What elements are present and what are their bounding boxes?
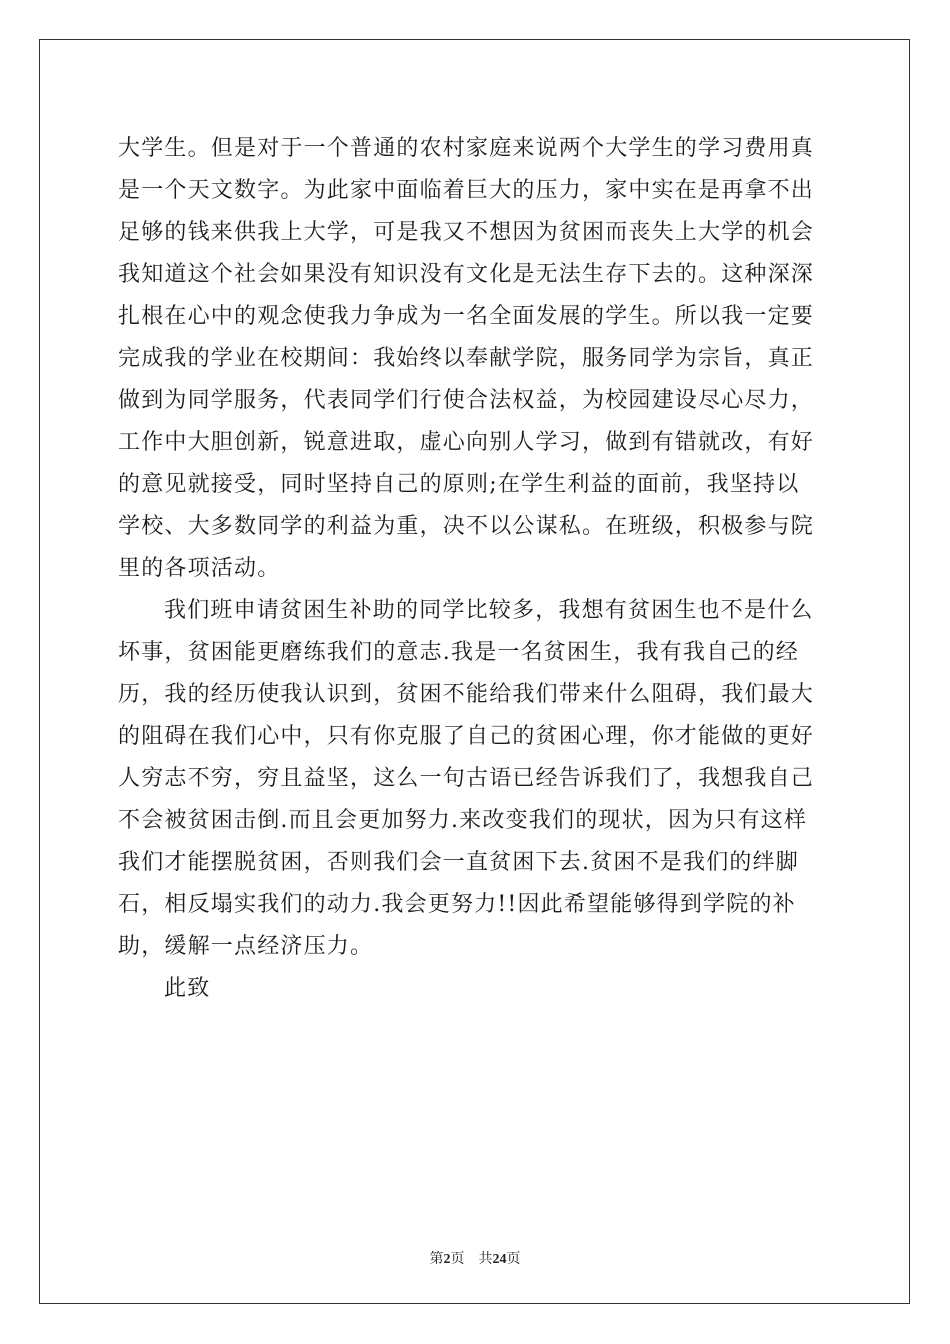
page-number: 2 <box>443 1252 451 1267</box>
text-line: 的阻碍在我们心中，只有你克服了自己的贫困心理，你才能做的更好 <box>118 724 815 749</box>
text-line: 坏事，贫困能更磨练我们的意志.我是一名贫困生，我有我自己的经 <box>118 640 799 665</box>
text-line: 是一个天文数字。为此家中面临着巨大的压力，家中实在是再拿不出 <box>118 178 815 203</box>
text-line: 我知道这个社会如果没有知识没有文化是无法生存下去的。这种深深 <box>118 262 815 287</box>
page-prefix: 第 <box>429 1252 444 1267</box>
text-line: 完成我的学业在校期间：我始终以奉献学院，服务同学为宗旨，真正 <box>118 346 815 371</box>
page-footer <box>0 1248 950 1268</box>
text-line: 人穷志不穷，穷且益坚，这么一句古语已经告诉我们了，我想我自己 <box>118 766 815 791</box>
total-suffix: 页 <box>506 1252 521 1267</box>
text-line: 里的各项活动。 <box>118 556 281 581</box>
text-line: 工作中大胆创新，锐意进取，虚心向别人学习，做到有错就改，有好 <box>118 430 815 455</box>
text-line: 做到为同学服务，代表同学们行使合法权益，为校园建设尽心尽力， <box>118 388 815 413</box>
page-suffix: 页 <box>450 1252 465 1267</box>
text-line: 助，缓解一点经济压力。 <box>118 934 374 959</box>
text-line: 石，相反塌实我们的动力.我会更努力!!因此希望能够得到学院的补 <box>118 892 796 917</box>
closing-salutation: 此致 <box>164 976 211 1001</box>
text-line: 大学生。但是对于一个普通的农村家庭来说两个大学生的学习费用真 <box>118 136 815 161</box>
document-body <box>118 128 838 1010</box>
text-line: 不会被贫困击倒.而且会更加努力.来改变我们的现状，因为只有这样 <box>118 808 808 833</box>
total-pages: 24 <box>492 1252 507 1267</box>
paragraph-first-line: 我们班申请贫困生补助的同学比较多，我想有贫困生也不是什么 <box>164 598 814 623</box>
total-prefix: 共 <box>478 1252 493 1267</box>
text-line: 历，我的经历使我认识到，贫困不能给我们带来什么阻碍，我们最大 <box>118 682 815 707</box>
text-line: 足够的钱来供我上大学，可是我又不想因为贫困而丧失上大学的机会 <box>118 220 815 245</box>
text-line: 学校、大多数同学的利益为重，决不以公谋私。在班级，积极参与院 <box>118 514 815 539</box>
text-line: 扎根在心中的观念使我力争成为一名全面发展的学生。所以我一定要 <box>118 304 815 329</box>
text-line: 我们才能摆脱贫困，否则我们会一直贫困下去.贫困不是我们的绊脚 <box>118 850 799 875</box>
text-line: 的意见就接受，同时坚持自己的原则;在学生利益的面前，我坚持以 <box>118 472 800 497</box>
